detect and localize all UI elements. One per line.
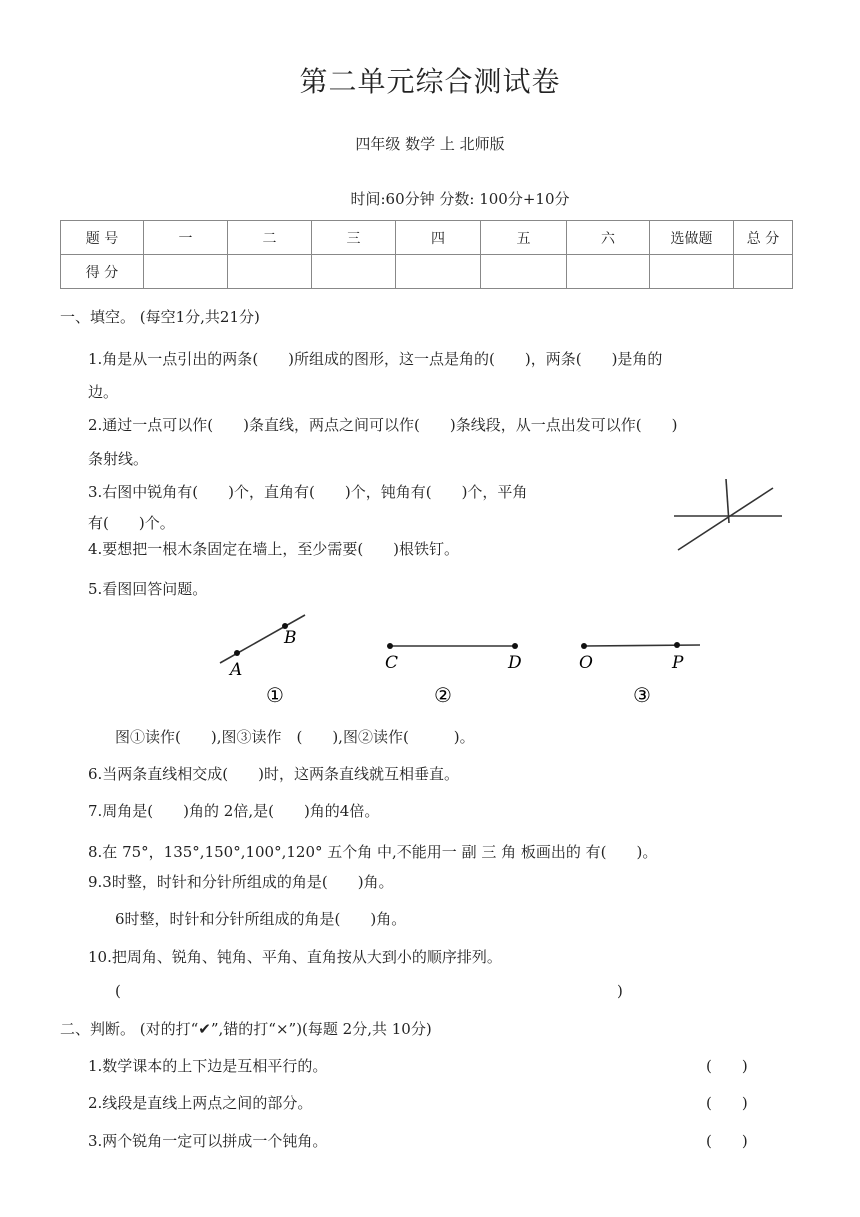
section2-heading: 二、判断。 (对的打“✔”,错的打“×”)(每题 2分,共 10分) — [60, 1020, 432, 1038]
score-header-cell: 总 分 — [734, 221, 793, 255]
question-4: 4.要想把一根木条固定在墙上，至少需要( )根铁钉。 — [88, 540, 460, 558]
question-9-cont: 6时整，时针和分针所组成的角是( )角。 — [115, 910, 407, 928]
figure-number-3: ③ — [633, 683, 651, 707]
question-8: 8.在 75°，135°,150°,100°,120° 五个角 中,不能用一 副 三 角 板画出的 有( )。 — [88, 843, 658, 861]
label-a: A — [230, 660, 243, 680]
score-header-row — [61, 221, 793, 255]
score-value-row — [61, 255, 793, 289]
intersecting-lines-figure — [670, 476, 790, 556]
judge-item: 2.线段是直线上两点之间的部分。 — [88, 1094, 313, 1112]
judge-item: 1.数学课本的上下边是互相平行的。 — [88, 1057, 328, 1075]
score-header-cell: 题 号 — [61, 221, 144, 255]
score-cell[interactable] — [228, 255, 312, 289]
question-2: 2.通过一点可以作( )条直线，两点之间可以作( )条线段，从一点出发可以作( ) — [88, 416, 678, 434]
question-10: 10.把周角、锐角、钝角、平角、直角按从大到小的顺序排列。 — [88, 948, 502, 966]
question-2-cont: 条射线。 — [88, 450, 149, 468]
score-row-label: 得 分 — [61, 255, 144, 289]
score-table — [60, 220, 793, 289]
question-9: 9.3时整，时针和分针所组成的角是( )角。 — [88, 873, 394, 891]
score-header-cell: 五 — [481, 221, 567, 255]
page-title: 第二单元综合测试卷 — [299, 65, 561, 98]
judge-answer-paren[interactable]: ( ) — [706, 1057, 748, 1075]
question-1: 1.角是从一点引出的两条( )所组成的图形，这一点是角的( )，两条( )是角的 — [88, 350, 663, 368]
answer-close-paren: ) — [617, 982, 623, 1000]
section1-heading: 一、填空。 (每空1分,共21分) — [60, 308, 260, 326]
label-d: D — [508, 653, 522, 673]
line-types-figure — [200, 605, 720, 710]
score-header-cell: 二 — [228, 221, 312, 255]
judge-item: 3.两个锐角一定可以拼成一个钝角。 — [88, 1132, 328, 1150]
score-header-cell: 四 — [396, 221, 481, 255]
answer-open-paren: ( — [115, 982, 121, 1000]
judge-answer-paren[interactable]: ( ) — [706, 1132, 748, 1150]
question-1-cont: 边。 — [88, 383, 119, 401]
score-cell[interactable] — [734, 255, 793, 289]
label-b: B — [284, 628, 297, 648]
label-o: O — [579, 653, 593, 673]
time-score: 时间:60分钟 分数: 100分+10分 — [350, 190, 570, 208]
score-cell[interactable] — [312, 255, 396, 289]
score-header-cell: 六 — [567, 221, 650, 255]
label-c: C — [385, 653, 399, 673]
judge-answer-paren[interactable]: ( ) — [706, 1094, 748, 1112]
score-header-cell: 选做题 — [650, 221, 734, 255]
score-cell[interactable] — [396, 255, 481, 289]
score-header-cell: 三 — [312, 221, 396, 255]
question-5: 5.看图回答问题。 — [88, 580, 208, 598]
score-cell[interactable] — [144, 255, 228, 289]
label-p: P — [672, 653, 684, 673]
question-3-cont: 有( )个。 — [88, 514, 175, 532]
question-7: 7.周角是( )角的 2倍,是( )角的4倍。 — [88, 802, 380, 820]
question-3: 3.右图中锐角有( )个，直角有( )个，钝角有( )个，平角 — [88, 483, 528, 501]
question-6: 6.当两条直线相交成( )时，这两条直线就互相垂直。 — [88, 765, 460, 783]
subtitle: 四年级 数学 上 北师版 — [355, 135, 505, 153]
figure-number-1: ① — [266, 683, 284, 707]
question-5-answer: 图①读作( ),图③读作 ( ),图②读作( )。 — [115, 728, 475, 746]
score-cell[interactable] — [567, 255, 650, 289]
figure-number-2: ② — [434, 683, 452, 707]
score-header-cell: 一 — [144, 221, 228, 255]
score-cell[interactable] — [650, 255, 734, 289]
score-cell[interactable] — [481, 255, 567, 289]
